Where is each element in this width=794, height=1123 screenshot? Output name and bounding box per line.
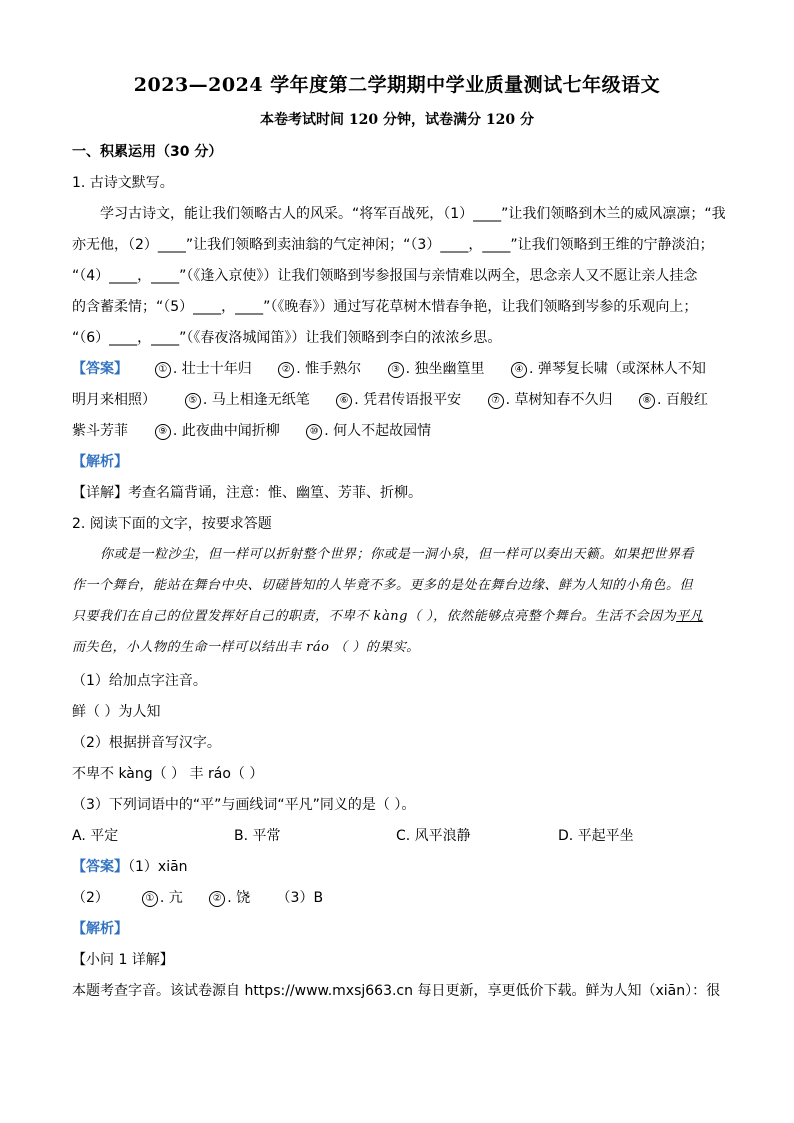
answer-item: ① . 亢 [142,890,183,906]
q2-passage-line: 只要我们在自己的位置发挥好自己的职责，不卑不 kàng（ ），依然能够点亮整个舞台。生活不会因为平凡 [72,609,704,624]
answer-item: ⑥ . 凭君传语报平安 [336,392,461,408]
option-d: D. 平起平坐 [558,828,634,844]
q2-subquestion: （3）下列词语中的“平”与画线词“平凡”同义的是（ ）。 [72,797,416,813]
q2-passage-line: 你或是一粒沙尘，但一样可以折射整个世界；你或是一洞小泉，但一样可以奏出天籁。如果把世界看 [100,547,695,562]
circled-number: ⑤ [185,393,201,409]
circled-number: ③ [388,362,404,378]
answer-item: ④ . 弹琴复长啸（或深林人不知 [511,361,706,377]
answer-item: ⑤ . 马上相逢无纸笔 [185,392,310,408]
page-title: 2023—2024 学年度第二学期期中学业质量测试七年级语文 [133,74,661,96]
answer-item: ⑦ . 草树知春不久归 [488,392,613,408]
option-b: B. 平常 [234,828,281,844]
section-heading: 一、积累运用（30 分） [72,144,223,160]
circled-number: ④ [511,362,527,378]
question-1-heading: 1. 古诗文默写。 [72,175,174,191]
question-2-heading: 2. 阅读下面的文字，按要求答题 [72,516,272,532]
circled-number: ⑨ [155,424,171,440]
answer-item: ③ . 独坐幽篁里 [388,361,485,377]
q2-passage-line: 作一个舞台，能站在舞台中央、切磋皆知的人毕竟不多。更多的是处在舞台边缘、鲜为人知的小角色。但 [72,578,694,593]
q2-subquestion: （2）根据拼音写汉字。 [72,735,221,751]
q2-detail: 本题考查字音。该试卷源自 https://www.mxsj663.cn 每日更新，享更低价下载。鲜为人知（xiān）：很 [72,983,721,999]
q2-answer-line: 【答案】（1）xiān [72,859,188,875]
answer-item: ⑧ . 百般红 [639,392,708,408]
underlined-word: 平凡 [676,609,704,624]
answer-item: 紫斗芳菲 [72,423,128,439]
q1-answer-line [72,391,732,409]
answer-item: ② . 惟手熟尔 [278,361,361,377]
q1-text-line: “（6）____，____”（《春夜洛城闻笛》）让我们领略到李白的浓浓乡思。 [72,330,502,346]
q2-options [72,827,732,845]
circled-number: ① [155,362,171,378]
q2-passage-line: 而失色，小人物的生命一样可以结出丰 ráo （ ）的果实。 [72,640,420,655]
page-subtitle: 本卷考试时间 120 分钟，试卷满分 120 分 [260,112,534,128]
circled-number: ② [278,362,294,378]
circled-number: ⑦ [488,393,504,409]
option-a: A. 平定 [72,828,119,844]
q2-subquestion-item: 鲜（ ）为人知 [72,704,161,720]
answer-item: ⑨ . 此夜曲中闻折柳 [155,423,280,439]
q2-subquestion: （1）给加点字注音。 [72,673,207,689]
analysis-tag: 【解析】 [72,921,128,937]
q1-text-line: 亦无他，（2）____”让我们领略到卖油翁的气定神闲；“（3）____，____”让我们领略到王维的宁静淡泊； [72,237,714,253]
answer-item: ⑩ . 何人不起故园情 [306,423,431,439]
circled-number: ① [142,891,158,907]
circled-number: ⑩ [306,424,322,440]
answer-tag: 【答案】 [72,859,128,875]
answer-item: （3）B [276,890,324,906]
q2-subquestion-item: 不卑不 kàng（ ） 丰 ráo（ ） [72,766,264,782]
q1-answer-line [72,422,732,440]
circled-number: ⑥ [336,393,352,409]
analysis-tag: 【解析】 [72,454,128,470]
answer-tag: 【答案】 [72,361,128,377]
option-c: C. 风平浪静 [396,828,471,844]
answer-item: ② . 饶 [209,890,250,906]
circled-number: ② [209,891,225,907]
answer-item: 明月来相照） [72,392,156,408]
q1-text-line: 的含蓄柔情；“（5）____，____”（《晚春》）通过写花草树木惜春争艳，让我们领略到岑参的乐观向上； [72,299,698,315]
subquestion-detail-tag: 【小问 1 详解】 [72,952,174,968]
circled-number: ⑧ [639,393,655,409]
q1-answer-line [72,360,732,378]
q1-text-line: 学习古诗文，能让我们领略古人的风采。“将军百战死，（1）____”让我们领略到木兰的威风凛凛；“我 [100,206,726,222]
answer-item: ① . 壮士十年归 [155,361,252,377]
q1-detail: 【详解】考查名篇背诵，注意：惟、幽篁、芳菲、折柳。 [72,485,422,501]
q2-answer-line: （2） ① . 亢 ② . 饶 （3）B [72,890,324,906]
q1-text-line: “（4）____，____”（《逢入京使》）让我们领略到岑参报国与亲情难以两全，思念亲人又不愿让亲人挂念 [72,268,698,284]
